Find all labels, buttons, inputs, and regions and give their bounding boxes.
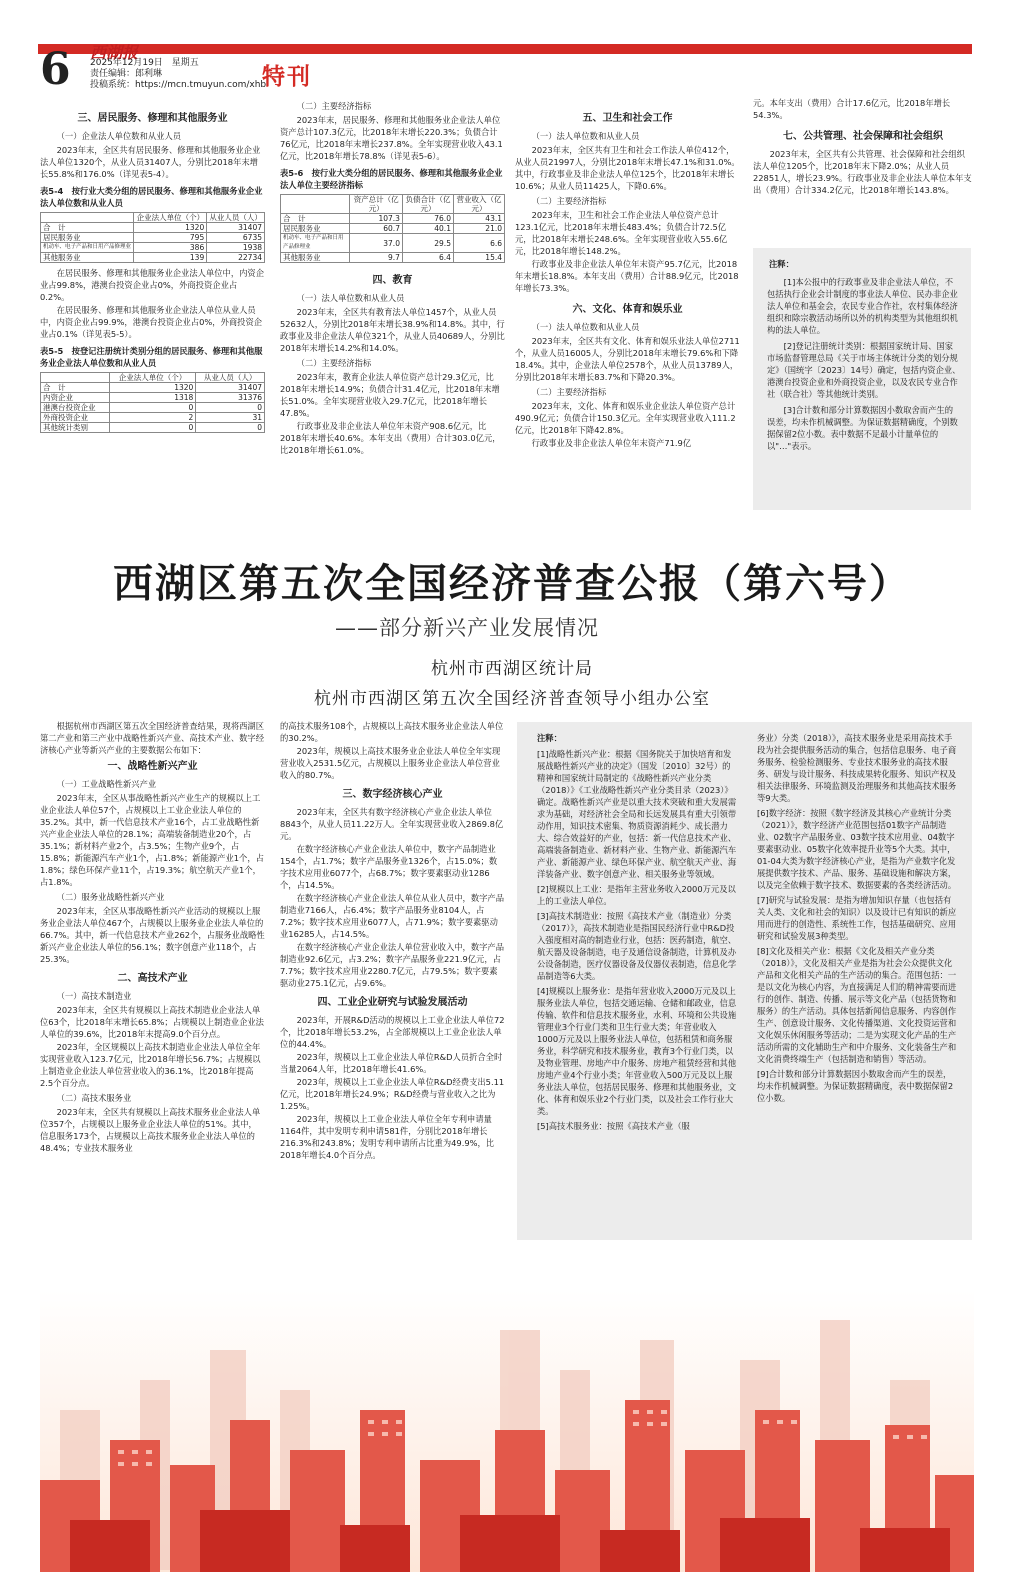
paragraph: 2023年末，全区共有规模以上高技术制造业企业法人单位63个，比2018年末增长65.8%；占规模以上制造业企业法人单位的39.6%，比2018年末提高9.0个百分点。 <box>40 1005 264 1039</box>
city-skyline-illustration <box>40 1290 974 1572</box>
table-cell: 795 <box>134 233 207 243</box>
table-cell: 合 计 <box>281 214 350 224</box>
notes-column-right <box>757 732 957 1107</box>
table-cell: 386 <box>134 243 207 253</box>
paragraph: 2023年末，全区共有数字经济核心产业企业法人单位8843个，从业人员11.22万人。全年实现营业收入2869.8亿元。 <box>280 807 504 841</box>
notes-title: 注释： <box>537 733 562 743</box>
table-row <box>41 243 265 253</box>
table-row <box>41 423 265 433</box>
section-heading: 六、文化、体育和娱乐业 <box>572 304 683 315</box>
table-cell: 31 <box>196 413 265 423</box>
paper-logo: 西湖报 <box>90 43 139 62</box>
paragraph: 2023年末，卫生和社会工作企业法人单位资产总计123.1亿元，比2018年末增长483.4%；负债合计72.5亿元，比2018年末增长248.6%。全年实现营业收入55.6亿元，比2018年增长148.2%。 <box>515 210 728 256</box>
table-header: 负债合计（亿元） <box>402 195 453 214</box>
note-item: [1]本公报中的行政事业及非企业法人单位，不包括执行企业会计制度的事业法人单位、民办非企业法人单位和基金会，农民专业合作社，农村集体经济组织和除宗教活动场所以外的机构类型为其他组织机构的法人单位。 <box>767 277 958 335</box>
notes-title: 注释： <box>769 259 794 269</box>
table-row <box>281 224 505 234</box>
paragraph: 2023年末，全区共有文化、体育和娱乐业法人单位2711个，从业人员16005人，分别比2018年末增长79.6%和下降18.4%。其中，企业法人单位2578个，从业人员13789人，分别比2018年末增长83.7%和下降20.3%。 <box>515 336 740 382</box>
table-header <box>41 373 110 383</box>
table-header: 企业法人单位（个） <box>109 373 196 383</box>
table-header <box>281 195 350 214</box>
top-column-3 <box>515 108 740 450</box>
sub-heading: （二）主要经济指标 <box>531 387 607 397</box>
paragraph: 2023年末，全区共有卫生和社会工作法人单位412个，从业人员21997人，分别比2018年末增长47.1%和31.0%。其中，行政事业及非企业法人单位125个，比2018年末增长10.6%；从业人员11425人，下降0.6%。 <box>515 145 740 191</box>
table-cell: 内资企业 <box>41 393 110 403</box>
table-row <box>281 214 505 224</box>
table-cell: 31376 <box>196 393 265 403</box>
header-red-bar <box>38 44 972 54</box>
table-cell: 1938 <box>207 243 265 253</box>
table-cell: 外商投资企业 <box>41 413 110 423</box>
note-item: [2]规模以上工业：是指年主营业务收入2000万元及以上的工业法人单位。 <box>537 884 736 906</box>
note-item: [6]数字经济：按照《数字经济及其核心产业统计分类（2021）》，数字经济产业范围包括01数字产品制造业、02数字产品服务业、03数字技术应用业、04数字要素驱动业、05数字化效率提升业等5个大类。其中，01-04大类为数字经济核心产业，是指为产业数字化发展提供数字技术、产品、服务、基础设施和解决方案，以及完全依赖于数字技术、数据要素的各类经济活动。 <box>757 808 957 890</box>
paragraph: 2023年末，全区共有公共管理、社会保障和社会组织法人单位1205个，比2018年末下降2.0%；从业人员22851人，增长23.9%。行政事业及非企业法人单位本年支出（费用）合计334.2亿元，比2018年增长143.8%。 <box>753 149 972 195</box>
paragraph: 2023年末，文化、体育和娱乐业企业法人单位资产总计490.9亿元；负债合计150.3亿元。全年实现营业收入111.2亿元，比2018年下降42.8%。 <box>515 401 736 435</box>
table-header: 从业人员（人） <box>207 213 265 223</box>
top-column-2 <box>280 97 505 457</box>
table-title: 表5-5 按登记注册统计类别分组的居民服务、修理和其他服务业企业法人单位数和从业人员 <box>40 346 263 368</box>
paragraph: 的高技术服务108个，占规模以上高技术服务业企业法人单位的30.2%。 <box>280 721 504 743</box>
table-header: 资产总计（亿元） <box>350 195 403 214</box>
paragraph: 根据杭州市西湖区第五次全国经济普查结果，现将西湖区第二产业和第三产业中战略性新兴产业、高技术产业、数字经济核心产业等新兴产业的主要数据公布如下： <box>40 721 265 755</box>
sub-heading: （一）企业法人单位数和从业人员 <box>56 131 182 141</box>
table-cell: 22734 <box>207 253 265 263</box>
table-row <box>281 234 505 253</box>
top-column-4 <box>753 97 973 197</box>
table-cell: 0 <box>109 423 196 433</box>
note-item: [4]规模以上服务业：是指年营业收入2000万元及以上服务业法人单位，包括交通运输、仓储和邮政业，信息传输、软件和信息技术服务业，水利、环境和公共设施管理业3个行业门类和卫生行业大类；年营业收入1000万元及以上服务业法人单位，包括租赁和商务服务业，科学研究和技术服务业，教育3个行业门类，以及物业管理、房地产中介服务、房地产租赁经营和其他房地产业4个行业小类；年营业收入500万元及以上服务业法人单位，包括居民服务、修理和其他服务业，文化、体育和娱乐业2个行业门类，以及社会工作行业大类。 <box>537 986 737 1116</box>
table-cell: 合 计 <box>41 223 134 233</box>
table-cell: 60.7 <box>350 224 403 234</box>
table-row <box>41 253 265 263</box>
sub-heading: （一）法人单位数和从业人员 <box>531 131 640 141</box>
table-row <box>41 403 265 413</box>
table-row <box>41 223 265 233</box>
table-header: 从业人员（人） <box>196 373 265 383</box>
sub-heading: （一）法人单位数和从业人员 <box>531 322 640 332</box>
paragraph: 2023年，规模以上工业企业法人单位R&D人员折合全时当量2064人年，比2018年增长41.6%。 <box>280 1052 503 1074</box>
table-cell: 43.1 <box>453 214 504 224</box>
paragraph: 在居民服务、修理和其他服务业企业法人单位中，内资企业占99.8%，港澳台投资企业占0%，外商投资企业占0.2%。 <box>40 268 265 302</box>
table-row <box>281 253 505 263</box>
table-cell: 107.3 <box>350 214 403 224</box>
sub-heading: （二）主要经济指标 <box>296 358 372 368</box>
paragraph: 元。本年支出（费用）合计17.6亿元，比2018年增长54.3%。 <box>753 98 951 120</box>
paragraph: 2023年，规模以上工业企业法人单位全年专利申请量1164件，其中发明专利申请581件，分别比2018年增长216.3%和243.8%；发明专利申请所占比重为49.9%，比2018年增长4.0个百分点。 <box>280 1114 495 1160</box>
table-cell: 其他服务业 <box>281 253 350 263</box>
sub-heading: （二）主要经济指标 <box>531 196 607 206</box>
paragraph: 行政事业及非企业法人单位年末资产71.9亿 <box>531 438 692 448</box>
table-cell: 76.0 <box>402 214 453 224</box>
issuer-1: 杭州市西湖区统计局 <box>431 659 593 679</box>
table-cell: 0 <box>196 423 265 433</box>
section-label: 特刊 <box>262 64 312 90</box>
table-cell: 9.7 <box>350 253 403 263</box>
table-cell: 机动车、电子产品和日用产品修理业 <box>281 234 350 253</box>
table-cell: 机动车、电子产品和日用产品修理业 <box>41 243 134 253</box>
paragraph: 2023年，规模以上高技术服务业企业法人单位全年实现营业收入2531.5亿元，占规模以上服务业企业法人单位营业收入的80.7%。 <box>280 746 501 780</box>
note-item: [2]登记注册统计类别：根据国家统计局、国家市场监督管理总局《关于市场主体统计分类的划分规定》（国统字〔2023〕14号）确定，包括内资企业、港澳台投资企业和外商投资企业，以及农民专业合作社（联合社）等其他统计类别。 <box>767 341 961 399</box>
sub-heading: （一）高技术制造业 <box>56 991 132 1001</box>
table-title: 表5-4 按行业大类分组的居民服务、修理和其他服务业企业法人单位数和从业人员 <box>40 186 263 208</box>
table-5-5 <box>40 372 265 433</box>
table-row <box>41 383 265 393</box>
table-cell: 31407 <box>207 223 265 233</box>
section-heading: 一、战略性新兴产业 <box>107 761 198 772</box>
headline-subtitle: ——部分新兴产业发展情况 <box>335 616 599 640</box>
table-row <box>41 413 265 423</box>
table-header: 营业收入（亿元） <box>453 195 504 214</box>
note-item: [1]战略性新兴产业：根据《国务院关于加快培育和发展战略性新兴产业的决定》（国发〔2010〕32号）的精神和国家统计局制定的《战略性新兴产业分类（2018）》《工业战略性新兴产业分类目录（2023）》确定。战略性新兴产业是以重大技术突破和重大发展需求为基础，对经济社会全局和长远发展具有重大引领带动作用，知识技术密集、物质资源消耗少、成长潜力大、综合效益好的产业，包括：新一代信息技术产业、高端装备制造业、新材料产业、生物产业、新能源汽车产业、新能源产业、绿色环保产业、航空航天产业、海洋装备产业、数字创意产业、相关服务业等领域。 <box>537 749 737 879</box>
top-notes-box <box>753 248 971 510</box>
table-cell: 0 <box>196 403 265 413</box>
section-heading: 三、数字经济核心产业 <box>342 789 443 800</box>
table-cell: 其他服务业 <box>41 253 134 263</box>
sub-heading: （二）高技术服务业 <box>56 1093 132 1103</box>
table-cell: 6.4 <box>402 253 453 263</box>
paragraph: 行政事业及非企业法人单位年末资产908.6亿元，比2018年末增长40.6%。本年支出（费用）合计303.0亿元，比2018年增长61.0%。 <box>280 421 501 455</box>
table-cell: 15.4 <box>453 253 504 263</box>
note-item: [7]研究与试验发展：是指为增加知识存量（也包括有关人类、文化和社会的知识）以及设计已有知识的新应用而进行的创造性、系统性工作，包括基础研究、应用研究和试验发展3种类型。 <box>757 895 957 941</box>
note-item: [3]高技术制造业：按照《高技术产业（制造业）分类（2017）》，高技术制造业是指国民经济行业中R&D投入强度相对高的制造业行业，包括：医药制造，航空、航天器及设备制造，电子及通信设备制造，计算机及办公设备制造，医疗仪器设备及仪器仪表制造，信息化学品制造等6大类。 <box>537 911 737 981</box>
paragraph: 在居民服务、修理和其他服务业企业法人单位从业人员中，内资企业占99.9%，港澳台投资企业占0%，外商投资企业占0.1%（详见表5-5）。 <box>40 305 263 339</box>
paragraph: 2023年末，教育企业法人单位资产总计29.3亿元，比2018年末增长14.9%；负债合计31.4亿元，比2018年末增长51.0%。全年实现营业收入29.7亿元，比2018年增长47.8%。 <box>280 372 500 418</box>
table-cell: 31407 <box>196 383 265 393</box>
table-cell: 40.1 <box>402 224 453 234</box>
date-line: 2025年12月19日 星期五 <box>90 58 199 68</box>
paragraph: 行政事业及非企业法人单位年末资产95.7亿元，比2018年末增长18.8%。本年支出（费用）合计88.9亿元，比2018年增长73.3%。 <box>515 259 739 293</box>
sub-heading: （一）工业战略性新兴产业 <box>56 779 157 789</box>
table-cell: 6735 <box>207 233 265 243</box>
table-cell: 2 <box>109 413 196 423</box>
bottom-column-1 <box>40 720 265 1155</box>
table-title: 表5-6 按行业大类分组的居民服务、修理和其他服务业企业法人单位主要经济指标 <box>280 168 503 190</box>
paragraph: 在数字经济核心产业企业法人单位营业收入中，数字产品制造业92.6亿元，占3.2%；数字产品服务业221.9亿元，占7.7%；数字技术应用业2280.7亿元，占79.5%；数字要素驱动业275.1亿元，占9.6%。 <box>280 942 505 988</box>
table-cell: 1320 <box>109 383 196 393</box>
paragraph: 在数字经济核心产业企业法人单位中，数字产品制造业154个，占1.7%；数字产品服务业1326个，占15.0%；数字技术应用业6077个，占68.7%；数字要素驱动业1286个，占14.5%。 <box>280 844 498 890</box>
paragraph: 2023年末，全区共有教育法人单位1457个，从业人员52632人，分别比2018年末增长38.9%和14.8%。其中，行政事业及非企业法人单位321个，从业人员40689人，分别比2018年末增长14.2%和14.0%。 <box>280 307 505 353</box>
top-column-1 <box>40 108 265 433</box>
sub-heading: （二）服务业战略性新兴产业 <box>56 892 165 902</box>
note-item: [3]合计数和部分计算数据因小数取舍而产生的误差，均未作机械调整。为保证数据精确度，个别数据保留2位小数。表中数据不足最小计量单位的以"…"表示。 <box>767 405 958 451</box>
paragraph: 在数字经济核心产业企业法人单位从业人员中，数字产品制造业7166人，占6.4%；数字产品服务业8104人，占7.2%；数字技术应用业6077人，占71.9%；数字要素驱动业16285人，占14.5%。 <box>280 893 505 939</box>
note-item: [5]高技术服务业：按照《高技术产业（服 <box>537 1121 690 1131</box>
paragraph: 2023年末，全区共有规模以上高技术服务业企业法人单位357个，占规模以上服务业企业法人单位的51%。其中，信息服务173个，占规模以上高技术服务业企业法人单位的48.4%；专业技术服务业 <box>40 1107 261 1153</box>
editor-line: 责任编辑：郎利琳 <box>90 69 163 79</box>
table-cell: 21.0 <box>453 224 504 234</box>
bottom-column-2 <box>280 720 505 1162</box>
note-item: [8]文化及相关产业：根据《文化及相关产业分类（2018）》，文化及相关产业是指为社会公众提供文化产品和文化相关产品的生产活动的集合。范围包括：一是以文化为核心内容，为直接满足人们的精神需要而进行的创作、制造、传播、展示等文化产品（包括货物和服务）的生产活动。具体包括新闻信息服务、内容创作生产、创意设计服务、文化传播渠道、文化投资运营和文化娱乐休闲服务等活动；二是为实现文化产品的生产活动所需的文化辅助生产和中介服务、文化装备生产和文化消费终端生产（包括制造和销售）等活动。 <box>757 946 957 1064</box>
headline-title: 西湖区第五次全国经济普查公报（第六号） <box>113 561 911 607</box>
masthead-meta <box>90 58 266 91</box>
table-cell: 1320 <box>134 223 207 233</box>
table-5-6 <box>280 194 505 263</box>
section-heading: 三、居民服务、修理和其他服务业 <box>77 113 228 124</box>
table-cell: 37.0 <box>350 234 403 253</box>
table-cell: 居民服务业 <box>281 224 350 234</box>
bottom-notes-box <box>517 722 972 1240</box>
table-cell: 29.5 <box>402 234 453 253</box>
paragraph: 2023年末，全区从事战略性新兴产业活动的规模以上服务业企业法人单位467个，占规模以上服务业企业法人单位的66.7%。其中，新一代信息技术产业262个，占服务业战略性新兴产业企业法人单位的56.1%；数字创意产业118个，占25.3%。 <box>40 906 265 964</box>
table-cell: 其他统计类别 <box>41 423 110 433</box>
table-header: 企业法人单位（个） <box>134 213 207 223</box>
table-row <box>41 233 265 243</box>
table-cell: 合 计 <box>41 383 110 393</box>
notes-column-left <box>537 748 737 1135</box>
sub-heading: （二）主要经济指标 <box>296 101 372 111</box>
table-header <box>41 213 134 223</box>
section-heading: 四、教育 <box>372 275 413 286</box>
section-heading: 五、卫生和社会工作 <box>582 113 673 124</box>
section-heading: 四、工业企业研究与试验发展活动 <box>317 997 468 1008</box>
paragraph: 2023年末，全区共有居民服务、修理和其他服务业企业法人单位1320个，从业人员31407人，分别比2018年末增长55.8%和176.0%（详见表5-4）。 <box>40 145 261 179</box>
table-cell: 6.6 <box>453 234 504 253</box>
paragraph: 2023年，全区规模以上高技术制造业企业法人单位全年实现营业收入123.7亿元，比2018年增长56.7%；占规模以上制造业企业法人单位营业收入的36.1%，比2018年提高2.5个百分点。 <box>40 1042 261 1088</box>
table-cell: 居民服务业 <box>41 233 134 243</box>
section-heading: 七、公共管理、社会保障和社会组织 <box>783 131 943 142</box>
paragraph: 2023年末，居民服务、修理和其他服务业企业法人单位资产总计107.3亿元，比2018年末增长220.3%；负债合计76亿元，比2018年末增长237.8%。全年实现营业收入43.1亿元，比2018年增长78.8%（详见表5-6）。 <box>280 115 503 161</box>
page-number: 6 <box>40 44 71 95</box>
note-item: [9]合计数和部分计算数据因小数取舍而产生的误差，均未作机械调整。为保证数据精确度，表中数据保留2位小数。 <box>757 1069 954 1103</box>
table-row <box>41 393 265 403</box>
paragraph: 2023年末，全区从事战略性新兴产业生产的规模以上工业企业法人单位57个，占规模以上工业企业法人单位的35.2%。其中，新一代信息技术产业16个，占工业战略性新兴产业企业法人单位的28.1%；高端装备制造业20个，占35.1%；新材料产业2个，占3.5%；生物产业9个，占15.8%；新能源汽车产业1个，占1.8%；新能源产业1个，占1.8%；绿色环保产业11个，占19.3%；航空航天产业1个，占1.8%。 <box>40 793 264 887</box>
table-cell: 港澳台投资企业 <box>41 403 110 413</box>
section-heading: 二、高技术产业 <box>117 973 188 984</box>
table-5-4 <box>40 212 265 263</box>
note-item: 务业）分类（2018）》，高技术服务业是采用高技术手段为社会提供服务活动的集合，包括信息服务、电子商务服务、检验检测服务、专业技术服务业的高技术服务、研发与设计服务、科技成果转化服务、知识产权及相关法律服务、环境监测及治理服务和其他高技术服务等9大类。 <box>757 733 957 803</box>
sub-heading: （一）法人单位数和从业人员 <box>296 293 405 303</box>
paragraph: 2023年，规模以上工业企业法人单位R&D经费支出5.11亿元，比2018年增长24.9%；R&D经费与营业收入之比为1.25%。 <box>280 1077 505 1111</box>
issuer-2: 杭州市西湖区第五次全国经济普查领导小组办公室 <box>314 689 710 709</box>
submit-line: 投稿系统：https://mcn.tmuyun.com/xhb <box>90 80 267 90</box>
table-cell: 1318 <box>109 393 196 403</box>
paragraph: 2023年，开展R&D活动的规模以上工业企业法人单位72个，比2018年增长53.2%，占全部规模以上工业企业法人单位的44.4%。 <box>280 1015 505 1049</box>
table-cell: 0 <box>109 403 196 413</box>
table-cell: 139 <box>134 253 207 263</box>
